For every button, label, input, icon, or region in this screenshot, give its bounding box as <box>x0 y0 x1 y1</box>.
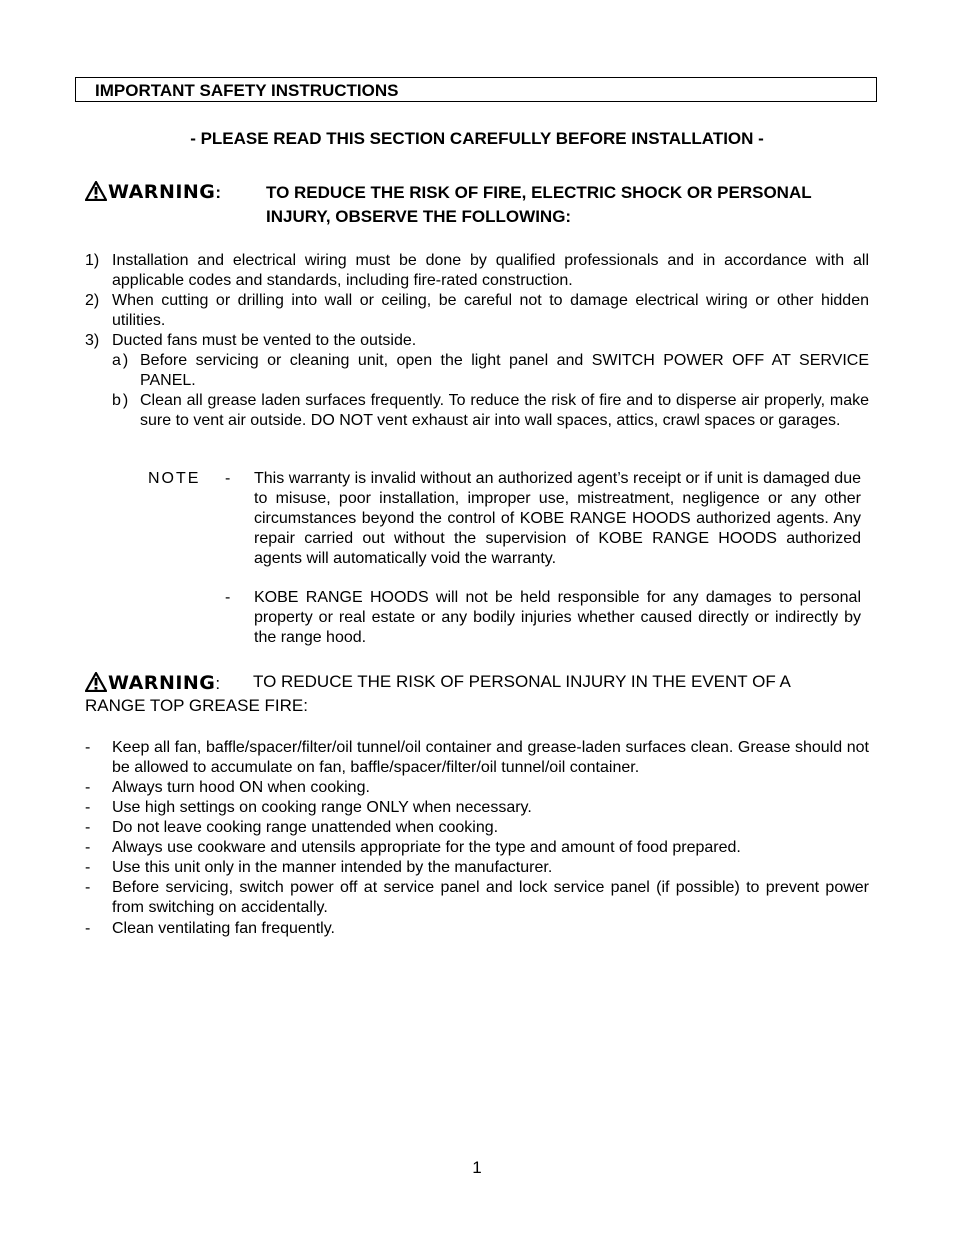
item-text: Before servicing, switch power off at service panel and lock service panel (if possible) to prevent power from switching on accidentally. <box>112 879 869 916</box>
note-text: This warranty is invalid without an authorized agent’s receipt or if unit is damaged due to misuse, poor installation, improper use, mistreatment, negligence or any other circumstances beyond the control of KOBE RANGE HOODS authorized agents. Any repair carried out without the supervision of KOBE RANGE HOODS authorized agents will automatically void the warranty. <box>254 470 861 567</box>
warning-label: WARNING <box>108 181 216 203</box>
sub-item-letter: a) <box>112 352 131 369</box>
item-number: 3) <box>85 332 100 349</box>
item-dash: - <box>85 799 91 816</box>
list-item <box>85 291 869 331</box>
warning-colon: : <box>215 674 221 693</box>
warning-label: WARNING <box>108 672 216 694</box>
item-dash: - <box>85 859 91 876</box>
list-item <box>85 878 869 918</box>
warning-triangle-icon <box>85 181 107 201</box>
item-text: When cutting or drilling into wall or ceiling, be careful not to damage electrical wiring or other hidden utilities. <box>112 292 869 329</box>
item-number: 1) <box>85 252 100 269</box>
list-item <box>85 798 869 818</box>
warning-text: TO REDUCE THE RISK OF FIRE, ELECTRIC SHOCK OR PERSONAL INJURY, OBSERVE THE FOLLOWING: <box>266 183 812 226</box>
page-number: 1 <box>472 1158 482 1177</box>
list-item <box>85 838 869 858</box>
warning-colon: : <box>215 183 222 202</box>
item-text: Installation and electrical wiring must be done by qualified professionals and in accordance with all applicable codes and standards, including fire-rated construction. <box>112 252 869 289</box>
sub-list-item <box>85 391 869 431</box>
warning-triangle-icon <box>85 672 107 692</box>
grease-fire-precautions-list <box>85 738 869 939</box>
note-label: NOTE <box>148 470 201 487</box>
list-item <box>85 738 869 778</box>
note-dash: - <box>225 470 231 487</box>
item-dash: - <box>85 879 91 896</box>
list-item <box>85 331 869 351</box>
item-dash: - <box>85 839 91 856</box>
sub-item-letter: b) <box>112 392 131 409</box>
installation-instructions-list <box>85 251 869 431</box>
read-carefully-subtitle: - PLEASE READ THIS SECTION CAREFULLY BEFORE INSTALLATION - <box>190 129 764 148</box>
note-dash: - <box>225 589 231 606</box>
item-text: Ducted fans must be vented to the outside. <box>112 332 417 349</box>
item-text: Use high settings on cooking range ONLY when necessary. <box>112 799 532 816</box>
item-dash: - <box>85 920 91 937</box>
item-dash: - <box>85 819 91 836</box>
sub-item-text: Before servicing or cleaning unit, open the light panel and SWITCH POWER OFF AT SERVICE PANEL. <box>140 352 869 389</box>
item-text: Clean ventilating fan frequently. <box>112 920 335 937</box>
note-text: KOBE RANGE HOODS will not be held responsible for any damages to personal property or real estate or any bodily injuries whether caused directly or indirectly by the range hood. <box>254 589 861 646</box>
list-item <box>85 818 869 838</box>
section-title: IMPORTANT SAFETY INSTRUCTIONS <box>95 81 399 100</box>
list-item <box>85 251 869 291</box>
list-item <box>85 858 869 878</box>
list-item <box>85 919 869 939</box>
warning-text-line-2: RANGE TOP GREASE FIRE: <box>85 696 308 715</box>
sub-item-text: Clean all grease laden surfaces frequently. To reduce the risk of fire and to disperse air properly, make sure to vent air outside. DO NOT vent exhaust air into wall spaces, attics, crawl spaces or garages. <box>140 392 869 429</box>
warning-text-line-1: TO REDUCE THE RISK OF PERSONAL INJURY IN THE EVENT OF A <box>253 672 791 691</box>
item-text: Always turn hood ON when cooking. <box>112 779 370 796</box>
item-text: Use this unit only in the manner intended by the manufacturer. <box>112 859 553 876</box>
list-item <box>85 778 869 798</box>
item-text: Always use cookware and utensils appropriate for the type and amount of food prepared. <box>112 839 741 856</box>
section-title-box <box>75 77 877 102</box>
item-dash: - <box>85 739 91 756</box>
item-text: Keep all fan, baffle/spacer/filter/oil tunnel/oil container and grease-laden surfaces clean. Grease should not be allowed to accumulate on fan, baffle/spacer/filter/oil tunnel/oil container. <box>112 739 869 776</box>
item-number: 2) <box>85 292 100 309</box>
sub-list-item <box>85 351 869 391</box>
item-dash: - <box>85 779 91 796</box>
item-text: Do not leave cooking range unattended when cooking. <box>112 819 499 836</box>
